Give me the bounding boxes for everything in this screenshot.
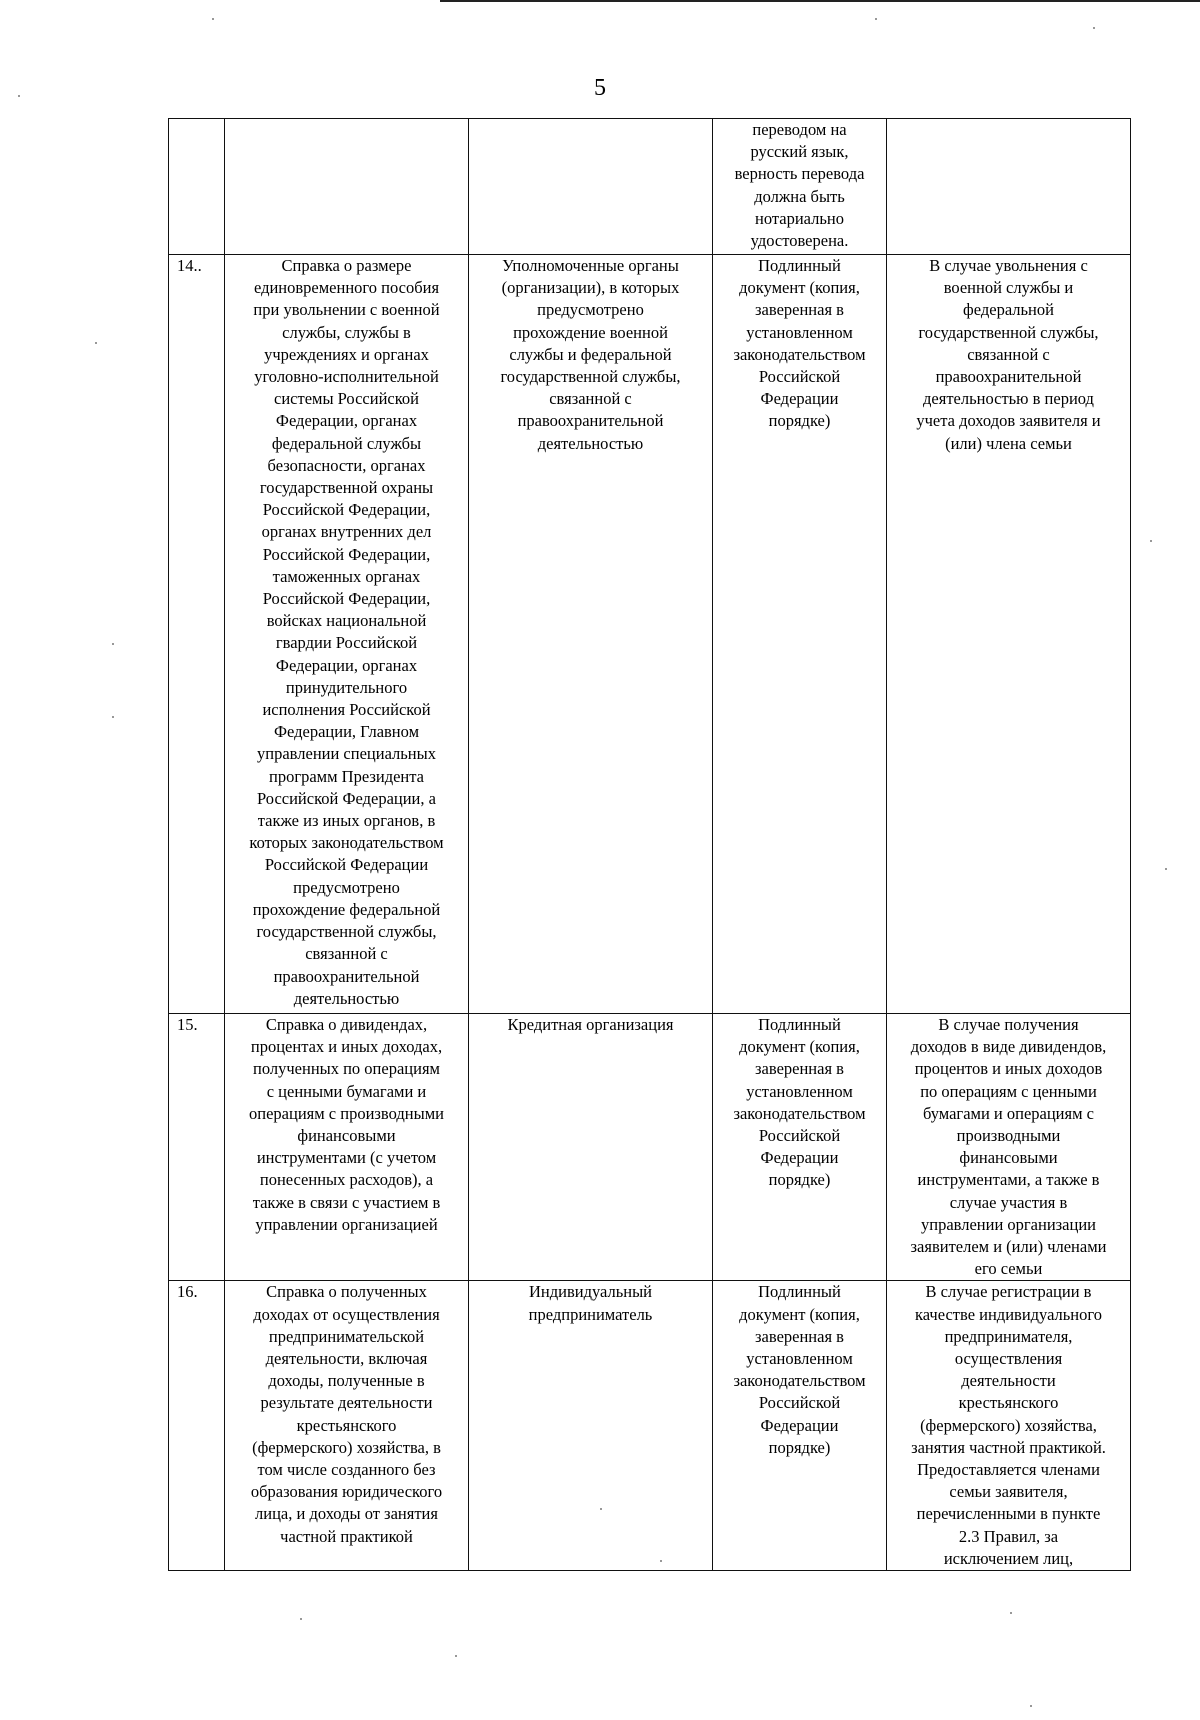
table-row-continuation (169, 119, 1131, 255)
document-name-cell (225, 119, 469, 255)
document-form-cell: переводом на русский язык, верность перевода должна быть нотариально удостоверена. (713, 119, 887, 255)
issuing-body-cell: Кредитная организация (469, 1014, 713, 1281)
issuing-body-cell: Уполномоченные органы (организации), в которых предусмотрено прохождение военной службы и федеральной государственной службы, связанной с правоохранительной деятельностью (469, 255, 713, 1014)
document-form-cell: Подлинный документ (копия, заверенная в установленном законодательством Российской Федерации порядке) (713, 255, 887, 1014)
row-number-cell: 15. (169, 1014, 225, 1281)
row-number-cell: 14.. (169, 255, 225, 1014)
page-number: 5 (594, 75, 606, 101)
note-cell: В случае получения доходов в виде дивидендов, процентов и иных доходов по операциям с ценными бумагами и операциям с производными финансовыми инструментами, а также в случае участия в управлении организации заявителем и (или) членами его семьи (887, 1014, 1131, 1281)
document-name-cell: Справка о размере единовременного пособия при увольнении с военной службы, службы в учреждениях и органах уголовно-исполнительной системы Российской Федерации, органах федеральной службы безопасности, органах государственной охраны Российской Федерации, органах внутренних дел Российской Федерации, таможенных органах Российской Федерации, войсках национальной гвардии Российской Федерации, органах принудительного исполнения Российской Федерации, Главном управлении специальных программ Президента Российской Федерации, а также из иных органов, в которых законодательством Российской Федерации предусмотрено прохождение федеральной государственной службы, связанной с правоохранительной деятельностью (225, 255, 469, 1014)
issuing-body-cell: Индивидуальный предприниматель (469, 1281, 713, 1571)
table-row-14 (169, 255, 1131, 1014)
row-number-cell (169, 119, 225, 255)
note-cell (887, 119, 1131, 255)
documents-table (168, 118, 1131, 1571)
top-scan-edge-line (440, 0, 1200, 2)
document-form-cell: Подлинный документ (копия, заверенная в установленном законодательством Российской Федерации порядке) (713, 1014, 887, 1281)
row-number-cell: 16. (169, 1281, 225, 1571)
document-name-cell: Справка о дивидендах, процентах и иных доходах, полученных по операциям с ценными бумагами и операциям с производными финансовыми инструментами (с учетом понесенных расходов), а также в связи с участием в управлении организацией (225, 1014, 469, 1281)
document-name-cell: Справка о полученных доходах от осуществления предпринимательской деятельности, включая доходы, полученные в результате деятельности крестьянского (фермерского) хозяйства, в том числе созданного без образования юридического лица, и доходы от занятия частной практикой (225, 1281, 469, 1571)
issuing-body-cell (469, 119, 713, 255)
table-row-15 (169, 1014, 1131, 1281)
table-row-16 (169, 1281, 1131, 1571)
note-cell: В случае увольнения с военной службы и федеральной государственной службы, связанной с правоохранительной деятельностью в период учета доходов заявителя и (или) члена семьи (887, 255, 1131, 1014)
note-cell: В случае регистрации в качестве индивидуального предпринимателя, осуществления деятельности крестьянского (фермерского) хозяйства, занятия частной практикой. Предоставляется членами семьи заявителя, перечисленными в пункте 2.3 Правил, за исключением лиц, (887, 1281, 1131, 1571)
document-form-cell: Подлинный документ (копия, заверенная в установленном законодательством Российской Федерации порядке) (713, 1281, 887, 1571)
